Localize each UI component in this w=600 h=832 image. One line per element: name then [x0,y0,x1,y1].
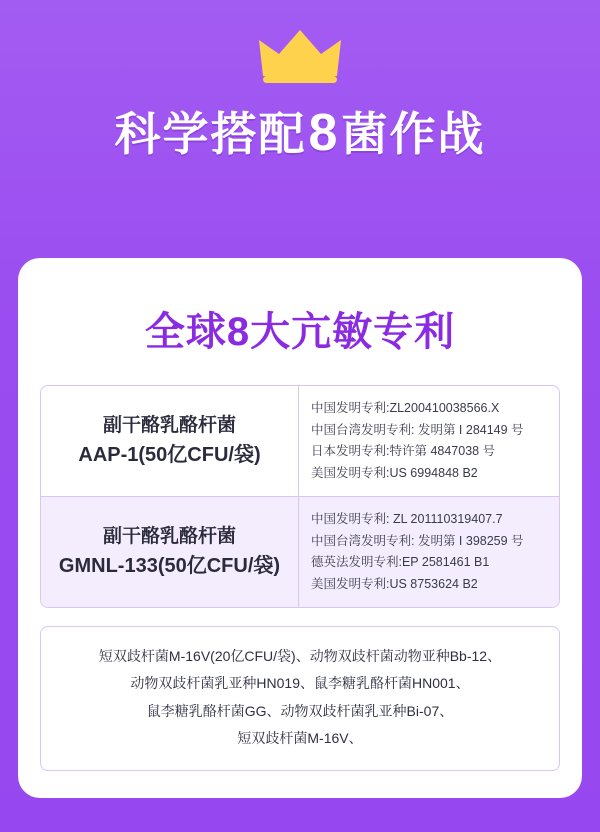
patent-list-cell [299,386,559,496]
patent-list-cell [299,497,559,607]
patent-item: 中国台湾发明专利: 发明第 I 398259 号 [311,533,524,548]
patent-item: 日本发明专利:特许第 4847038 号 [311,444,496,458]
strain-name-line1: 副干酪乳酪杆菌 [102,525,236,547]
table-row [41,497,559,607]
patent-card [18,258,582,798]
strain-list-line: 动物双歧杆菌乳亚种HN019、鼠李糖乳酪杆菌HN001、 [130,675,470,692]
patent-item: 美国发明专利:US 8753624 B2 [311,576,478,591]
crown-container [0,0,600,84]
patent-item: 中国台湾发明专利: 发明第 I 284149 号 [311,422,524,437]
strain-name-cell [41,497,299,607]
patent-item: 德英法发明专利:EP 2581461 B1 [311,555,490,569]
page-title [0,98,600,164]
table-row [41,386,559,497]
page-title-number: 8 [308,104,340,162]
strain-list-line: 短双歧杆菌M-16V(20亿CFU/袋)、动物双歧杆菌动物亚种Bb-12、 [98,648,502,664]
page-title-part1: 科学搭配 [114,108,307,160]
strain-name-line1: 副干酪乳酪杆菌 [102,414,236,436]
patent-item: 中国发明专利: ZL 201110319407.7 [311,512,503,526]
crown-icon [257,26,343,84]
page-title-part2: 菌作战 [341,108,486,160]
strain-name-line2: AAP-1(50亿CFU/袋) [78,444,261,467]
patent-item: 中国发明专利:ZL200410038566.X [311,401,500,415]
strain-list-line: 短双歧杆菌M-16V、 [237,729,363,746]
patent-table [40,385,560,608]
patent-item: 美国发明专利:US 6994848 B2 [311,465,478,480]
strain-list-line: 鼠李糖乳酪杆菌GG、动物双歧杆菌乳亚种Bi-07、 [146,702,454,719]
strain-name-line2: GMNL-133(50亿CFU/袋) [58,555,281,578]
strain-name-cell [41,386,299,496]
strain-list-box [40,626,560,771]
card-title: 全球8大亢敏专利 [144,310,456,354]
